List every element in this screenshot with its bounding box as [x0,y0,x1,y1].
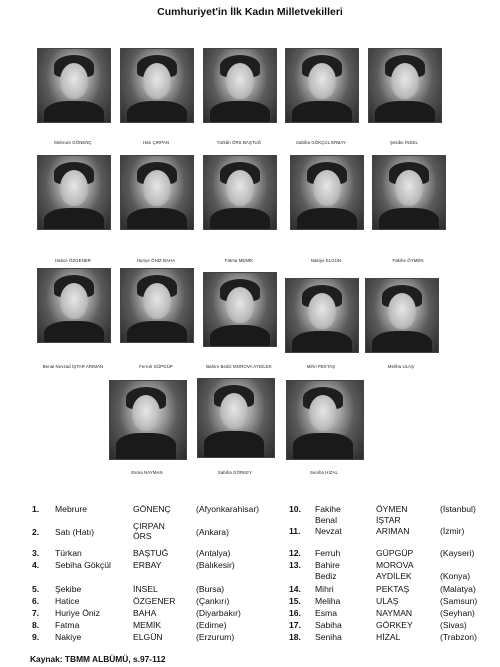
portrait-photo [285,48,359,123]
portrait-photo [109,380,187,460]
portrait-caption: Ferruh GÜPGÜP [139,364,173,369]
portrait-caption: Meliha ULAŞ [387,364,415,369]
portrait-caption: Huriye ÖNİZ BAHA [136,258,176,263]
deputy-list: 1. Mebrure GÖNENÇ (Afyonkarahisar) 2. Satı (Hatı) ÇIRPAN ÖRS (Ankara) 3. Türkan BAŞTUĞ (Antalya) 4. Sebiha Gökçül ERBAY (Balıkesir) 5. Şekibe İNSEL (Bursa) 6. Hatice ÖZGENER (Çankırı) 7. Huriye Öniz BAHA (Diyarbakır) 8. Fatma MEMİK (Edirne) 9. Nakiye ELGÜN (Erzurum) 10. Fakihe ÖYMEN (İstanbul) Benal İŞTAR 11. Nevzat ARIMAN (İzmir) 12. Ferruh GÜPGÜP (Kayseri) 13. Bahire MOROVA Bediz AYDİLEK (Konya) 14. Mihri PEKTAŞ (Malatya) 15. Meliha ULAŞ (Samsun) 16. Esma NAYMAN (Seyhan) 17. Sabiha GÖRKEY (Sivas) 18. Seniha HİZAL (Trabzon) [32,504,478,642]
portrait-photo [285,278,359,353]
portrait-photo [203,48,277,123]
portrait-photo [37,48,111,123]
portrait-photo [37,155,111,230]
portrait-photo [365,278,439,353]
portrait-caption: Bahire Bediz MOROVA AYDİLEK [206,364,272,369]
portrait-caption: Fakihe ÖYMEN [392,258,424,263]
portrait-caption: Fatma MEMİK [224,258,254,263]
portrait-caption: Esma NAYMAN [131,470,163,475]
portrait-photo [203,272,277,347]
portrait-caption: Türkân ÖRS BAŞTUĞ [216,140,262,145]
portrait-photo [120,155,194,230]
page-title: Cumhuriyet'in İlk Kadın Milletvekilleri [157,6,343,18]
portrait-caption: Mebrure GÖNENÇ [54,140,92,145]
portrait-caption: Mihri PEKTAŞ [306,364,336,369]
portrait-caption: Şekibe İNSEL [390,140,418,145]
portrait-caption: Sabiha GÖKÇÜL ERBAY [296,140,346,145]
portrait-photo [286,380,364,460]
portrait-photo [372,155,446,230]
source-note: Kaynak: TBMM ALBÜMÜ, s.97-112 [30,654,166,664]
portrait-caption: Hatı ÇIRPAN [142,140,170,145]
portrait-photo [120,48,194,123]
portrait-caption: Sabiha GÖRKEY [217,470,253,475]
portrait-photo [290,155,364,230]
portrait-caption: Benal Nevzad İŞTAR ARIMAN [42,364,104,369]
portrait-photo [203,155,277,230]
portrait-photo [368,48,442,123]
portrait-caption: Nakiye ELGÜN [310,258,342,263]
portrait-photo [120,268,194,343]
portrait-caption: Seniha HİZAL [310,470,338,475]
portrait-caption: Hatice ÖZGENER [54,258,92,263]
portrait-photo [197,378,275,458]
portrait-photo [37,268,111,343]
